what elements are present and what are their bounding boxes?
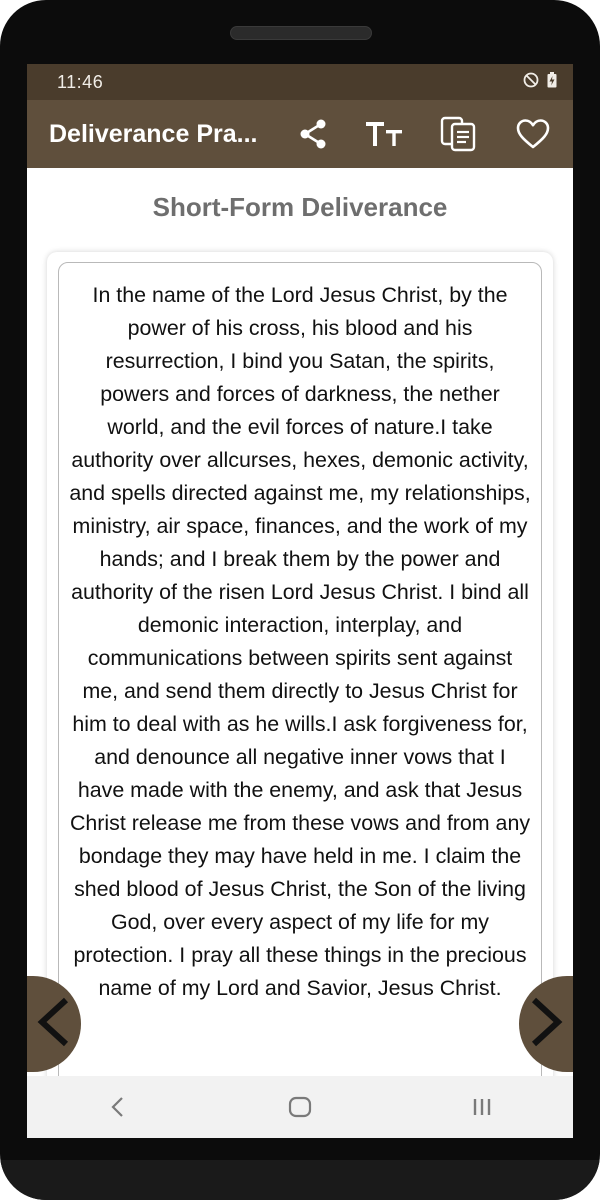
phone-bottom-bezel (0, 1160, 600, 1200)
app-title: Deliverance Pra... (49, 119, 258, 148)
copy-icon[interactable] (437, 112, 481, 156)
prayer-text: In the name of the Lord Jesus Christ, by the power of his cross, his blood and his resurrection, I bind you Satan, the spirits, powers and forces of darkness, the nether world, and the evil forces of nature.I take authority over allcurses, hexes, demonic activity, and spells directed against me, my relationships, ministry, air space, finances, and the work of my hands; and I break them by the power and authority of the risen Lord Jesus Christ. I bind all demonic interaction, interplay, and communications between spirits sent against me, and send them directly to Jesus Christ for him to deal with as he wills.I ask forgiveness for, and denounce all negative inner vows that I have made with the enemy, and ask that Jesus Christ release me from these vows and from any bondage they may have held in me. I claim the shed blood of Jesus Christ, the Son of the living God, over every aspect of my life for my protection. I pray all these things in the precious name of my Lord and Savior, Jesus Christ. (69, 283, 531, 1000)
recents-icon[interactable] (452, 1087, 512, 1127)
home-icon[interactable] (270, 1087, 330, 1127)
app-bar (27, 100, 573, 168)
text-size-icon[interactable] (363, 112, 407, 156)
chevron-right-icon (526, 994, 566, 1055)
system-navigation-bar (27, 1076, 573, 1138)
chevron-left-icon (34, 994, 74, 1055)
status-bar (27, 64, 573, 100)
battery-charging-icon (547, 72, 557, 93)
earpiece-speaker (230, 26, 372, 40)
back-icon[interactable] (88, 1087, 148, 1127)
share-icon[interactable] (291, 112, 335, 156)
section-title: Short-Form Deliverance (152, 192, 448, 222)
dnd-icon (523, 72, 539, 93)
prayer-card-inner (58, 262, 542, 1138)
status-icons (523, 72, 557, 93)
status-time: 11:46 (57, 71, 104, 92)
screen (27, 64, 573, 1138)
favorite-heart-icon[interactable] (511, 112, 555, 156)
